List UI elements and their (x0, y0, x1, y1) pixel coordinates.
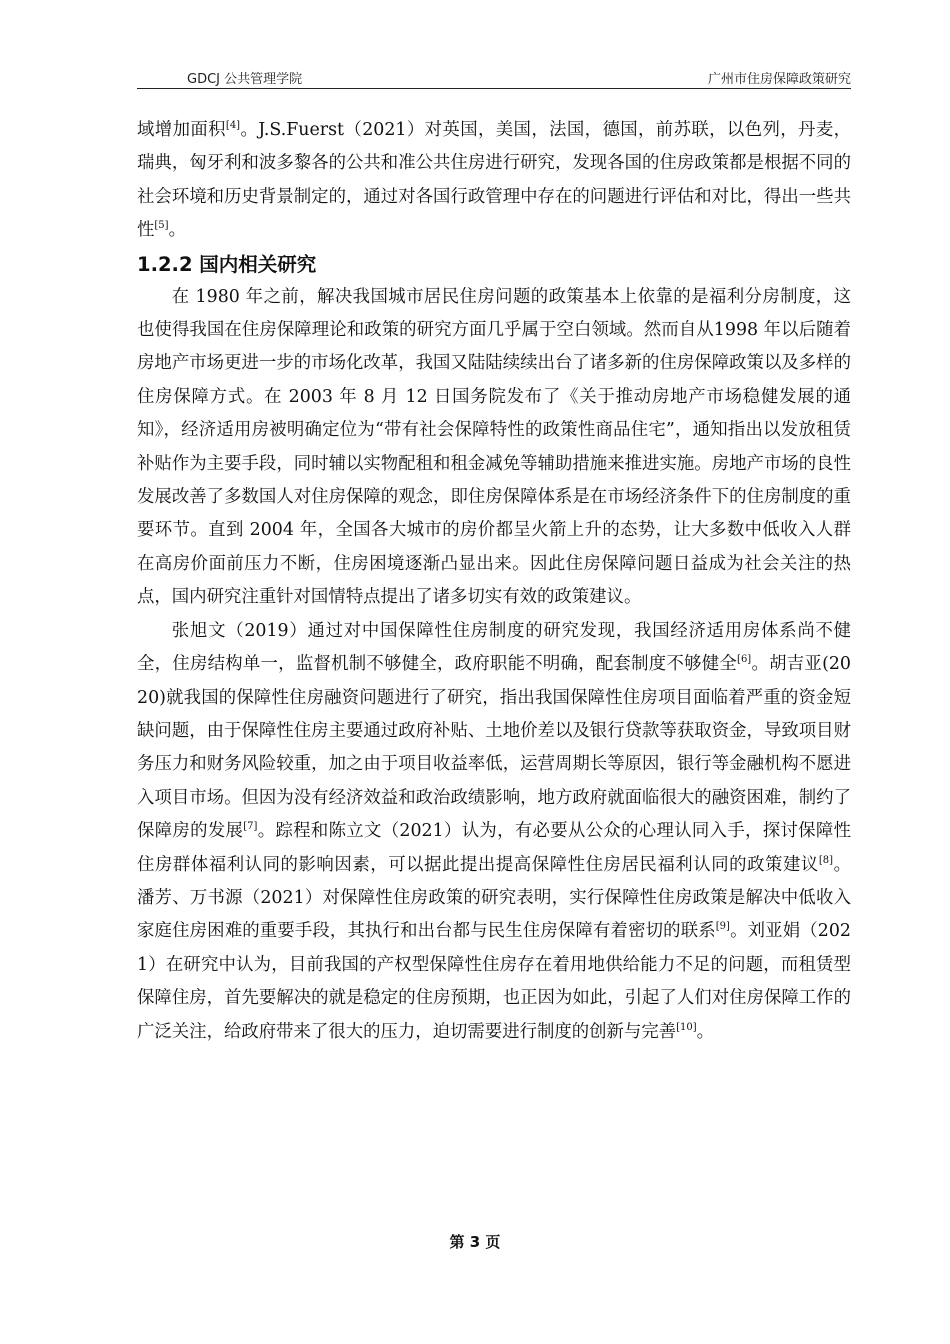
text-segment: 张旭文（2019）通过对中国保障性住房制度的研究发现，我国经济适用房体系尚不健全，住房结构单一，监督机制不够健全，政府职能不明确，配套制度不够健全 (137, 620, 851, 675)
citation-7: [7] (243, 821, 258, 833)
text-segment: 。刘亚娟（2021）在研究中认为，目前我国的产权型保障性住房存在着用地供给能力不足的问题，而租赁型保障住房，首先要解决的就是稳定的住房预期，也正因为如此，引起了人们对住房保障工作的广泛关注，给政府带来了很大的压力，迫切需要进行制度的创新与完善 (137, 921, 851, 1042)
text-segment: 。 (168, 220, 186, 241)
text-segment: 域增加面积 (137, 120, 226, 140)
citation-10: [10] (676, 1021, 697, 1033)
citation-4: [4] (225, 120, 241, 131)
citation-8: [8] (818, 854, 834, 866)
text-segment: 。 (696, 1021, 715, 1042)
text-segment: 。胡吉亚(2020)就我国的保障性住房融资问题进行了研究，指出我国保障性住房项目面临着严重的资金短缺问题，由于保障性住房主要通过政府补贴、土地价差以及银行贷款等获取资金，导致项目财务压力和财务风险较重，加之由于项目收益率低，运营周期长等原因，银行等金融机构不愿进入项目市场。但因为没有经济效益和政治政绩影响，地方政府就面临很大的融资困难，制约了保障房的发展 (137, 654, 851, 842)
text-segment: 。J.S.Fuerst（2021）对英国，美国，法国，德国，前苏联，以色列，丹麦，瑞典，匈牙利和波多黎各的公共和准公共住房进行研究，发现各国的住房政策都是根据不同的社会环境和历史背景制定的，通过对各国行政管理中存在的问题进行评估和对比，得出一些共性 (137, 120, 851, 241)
header-document-title: 广州市住房保障政策研究 (707, 72, 851, 87)
paragraph-foreign-research-continued (137, 114, 851, 248)
header-institution: GDCJ 公共管理学院 (187, 72, 303, 87)
citation-6: [6] (737, 654, 752, 666)
text-segment: 。 潘芳、万书源（2021）对保障性住房政策的研究表明，实行保障性住房政策是解决中低收入家庭住房困难的重要手段，其执行和出台都与民生住房保障有着密切的联系 (137, 854, 851, 942)
page-header (137, 64, 851, 89)
section-heading: 1.2.2 国内相关研究 (137, 252, 317, 276)
page-body (137, 114, 851, 1049)
citation-5: [5] (154, 220, 169, 232)
paragraph-domestic-literature (137, 615, 851, 1049)
page-number: 第 3 页 (449, 1233, 501, 1251)
citation-9: [9] (715, 921, 730, 933)
paragraph-domestic-background: 在 1980 年之前，解决我国城市居民住房问题的政策基本上依靠的是福利分房制度，这也使得我国在住房保障理论和政策的研究方面几乎属于空白领域。然而自从1998 年以后随着房地产市场更进一步的市场化改革，我国又陆陆续续出台了诸多新的住房保障政策以及多样的住房保障方式。在 2003 年 8 月 12 日国务院发布了《关于推动房地产市场稳健发展的通知》，经济适用房被明确定位为“带有社会保障特性的政策性商品住宅”，通知指出以发放租赁补贴作为主要手段，同时辅以实物配租和租金减免等辅助措施来推进实施。房地产市场的良性发展改善了多数国人对住房保障的观念，即住房保障体系是在市场经济条件下的住房制度的重要环节。直到 2004 年，全国各大城市的房价都呈火箭上升的态势，让大多数中低收入人群在高房价面前压力不断，住房困境逐渐凸显出来。因此住房保障问题日益成为社会关注的热点，国内研究注重针对国情特点提出了诸多切实有效的政策建议。 (137, 286, 851, 608)
text-segment: 。踪程和陈立文（2021）认为，有必要从公众的心理认同入手，探讨保障性住房群体福利认同的影响因素，可以据此提出提高保障性住房居民福利认同的政策建议 (137, 821, 851, 875)
